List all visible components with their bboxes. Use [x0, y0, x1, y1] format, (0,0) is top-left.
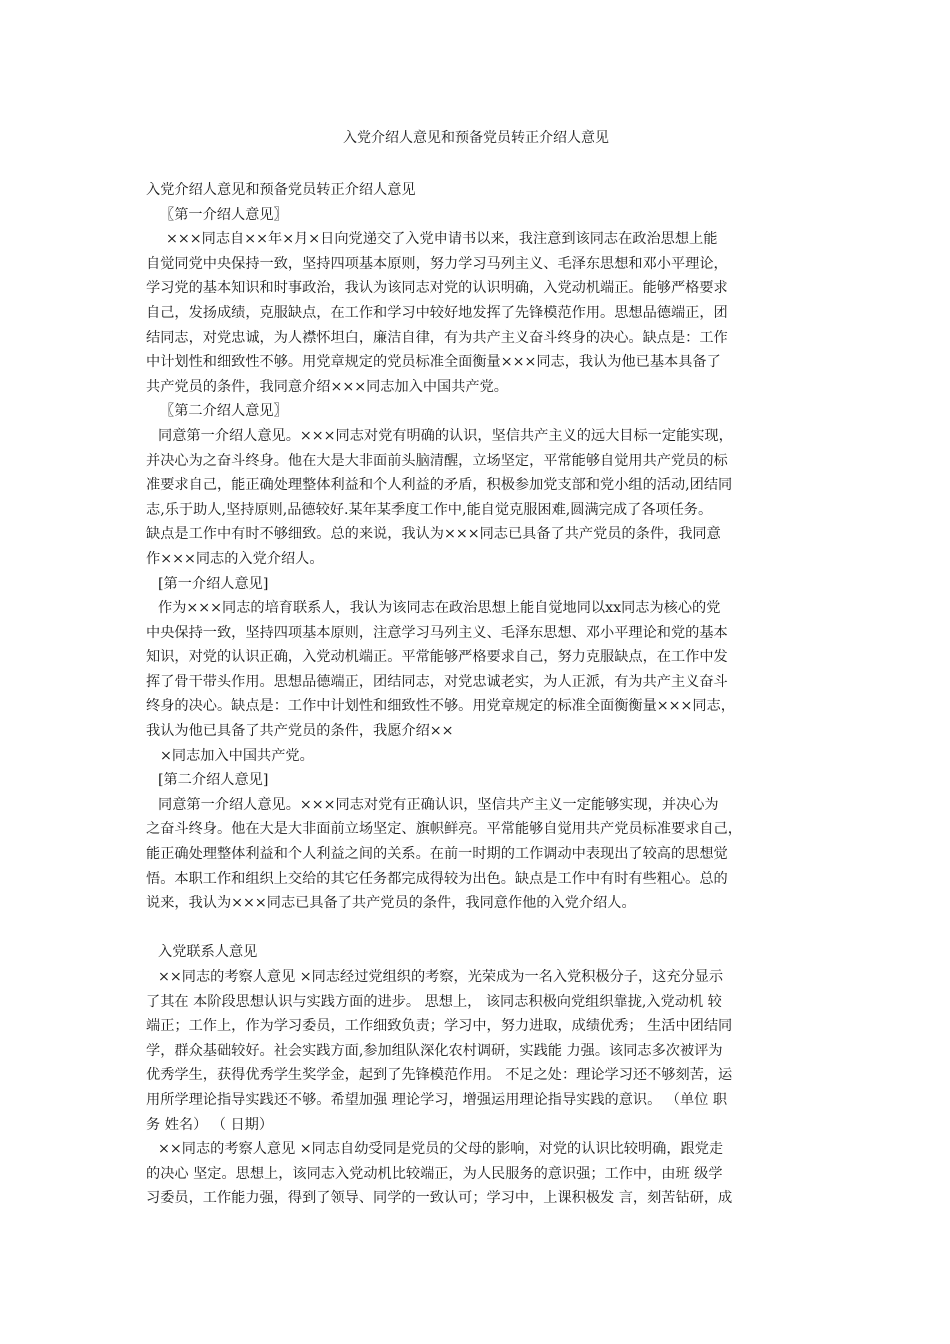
paragraph-line: 说来，我认为×××同志已具备了共产党员的条件，我同意作他的入党介绍人。 — [146, 895, 636, 912]
paragraph-line: 用所学理论指导实践还不够。希望加强 理论学习，增强运用理论指导实践的意识。 （单位 职 — [146, 1091, 728, 1108]
paragraph-line: 知识，对党的认识正确，入党动机端正。平常能够严格要求自己，努力克服缺点，在工作中发 — [146, 649, 728, 666]
paragraph-line: 终身的决心。缺点是：工作中计划性和细致性不够。用党章规定的标准全面衡衡量×××同志， — [146, 698, 735, 715]
paragraph-line: 缺点是工作中有时不够细致。总的来说，我认为×××同志已具备了共产党员的条件，我同意 — [146, 526, 721, 543]
paragraph-line: ×同志加入中国共产党。 — [160, 747, 314, 764]
paragraph-line: 之奋斗终身。他在大是大非面前立场坚定、旗帜鲜亮。平常能够自觉用共产党员标准要求自己， — [146, 821, 742, 838]
paragraph-line: 中计划性和细致性不够。用党章规定的党员标准全面衡量×××同志，我认为他已基本具备了 — [146, 354, 721, 371]
paragraph-line: 能正确处理整体利益和个人利益之间的关系。在前一时期的工作调动中表现出了较高的思想觉 — [146, 846, 728, 863]
paragraph-line: 中央保持一致，坚持四项基本原则，注意学习马列主义、毛泽东思想、邓小平理论和党的基本 — [146, 624, 728, 641]
paragraph-line: 我认为他已具备了共产党员的条件，我愿介绍×× — [146, 723, 454, 740]
section-heading: 〖第一介绍人意见〗 — [160, 206, 288, 223]
paragraph-line: 学习党的基本知识和时事政治，我认为该同志对党的认识明确，入党动机端正。能够严格要求 — [146, 280, 728, 297]
section-heading: 入党联系人意见 — [158, 944, 258, 961]
paragraph-line: ××同志的考察人意见 ×同志经过党组织的考察，光荣成为一名入党积极分子，这充分显示 — [158, 969, 724, 985]
paragraph-line: 务 姓名） （ 日期） — [146, 1116, 274, 1133]
paragraph-line: ×××同志自××年×月×日向党递交了入党申请书以来，我注意到该同志在政治思想上能 — [166, 231, 718, 248]
paragraph-line: 作为×××同志的培育联系人，我认为该同志在政治思想上能自觉地同以xx同志为核心的党 — [158, 600, 721, 617]
paragraph-line: 学，群众基础较好。社会实践方面,参加组队深化农村调研，实践能 力强。该同志多次被评为 — [146, 1042, 723, 1059]
paragraph-line: 习委员，工作能力强，得到了领导、同学的一致认可；学习中，上课积极发 言，刻苦钻研，成 — [146, 1190, 733, 1207]
paragraph-line: 志,乐于助人,坚持原则,品德较好.某年某季度工作中,能自觉克服困难,圆满完成了各项任务。 — [146, 501, 713, 518]
document-title: 入党介绍人意见和预备党员转正介绍人意见 — [343, 130, 609, 146]
body-heading: 入党介绍人意见和预备党员转正介绍人意见 — [146, 182, 416, 198]
paragraph-line: 了其在 本阶段思想认识与实践方面的进步。 思想上， 该同志积极向党组织靠拢,入党动机 较 — [146, 993, 722, 1010]
paragraph-line: 同意第一介绍人意见。×××同志对党有明确的认识，坚信共产主义的远大目标一定能实现， — [158, 427, 733, 444]
paragraph-line: 的决心 坚定。思想上，该同志入党动机比较端正，为人民服务的意识强；工作中，由班 级学 — [146, 1165, 723, 1182]
section-heading: 〖第二介绍人意见〗 — [160, 403, 288, 420]
paragraph-line: 并决心为之奋斗终身。他在大是大非面前头脑清醒，立场坚定，平常能够自觉用共产党员的标 — [146, 452, 728, 469]
paragraph-line: 端正；工作上，作为学习委员，工作细致负责；学习中，努力进取，成绩优秀； 生活中团结同 — [146, 1018, 733, 1035]
paragraph-line: 悟。本职工作和组织上交给的其它任务都完成得较为出色。缺点是工作中有时有些粗心。总的 — [146, 870, 728, 887]
paragraph-line: 自觉同党中央保持一致，坚持四项基本原则，努力学习马列主义、毛泽东思想和邓小平理论， — [146, 255, 728, 272]
paragraph-line: 准要求自己，能正确处理整体利益和个人利益的矛盾，积极参加党支部和党小组的活动,团结同 — [146, 477, 733, 494]
paragraph-line: 共产党员的条件，我同意介绍×××同志加入中国共产党。 — [146, 378, 508, 395]
paragraph-line: 自己，发扬成绩，克服缺点，在工作和学习中较好地发挥了先锋模范作用。思想品德端正，团 — [146, 304, 728, 321]
paragraph-line: 同意第一介绍人意见。×××同志对党有正确认识，坚信共产主义一定能够实现，并决心为 — [158, 796, 719, 813]
section-heading: [第二介绍人意见] — [158, 772, 269, 789]
paragraph-line: 结同志，对党忠诚，为人襟怀坦白，廉洁自律，有为共产主义奋斗终身的决心。缺点是：工作 — [146, 329, 728, 346]
section-heading: [第一介绍人意见] — [158, 575, 269, 592]
paragraph-line: 作×××同志的入党介绍人。 — [146, 550, 324, 567]
paragraph-line: 挥了骨干带头作用。思想品德端正，团结同志，对党忠诚老实，为人正派，有为共产主义奋斗 — [146, 673, 728, 690]
blank-line — [146, 916, 806, 941]
document-body — [146, 178, 806, 1211]
paragraph-line: ××同志的考察人意见 ×同志自幼受同是党员的父母的影响，对党的认识比较明确，跟党走 — [158, 1141, 724, 1158]
paragraph-line: 优秀学生，获得优秀学生奖学金，起到了先锋模范作用。 不足之处：理论学习还不够刻苦，运 — [146, 1067, 733, 1084]
